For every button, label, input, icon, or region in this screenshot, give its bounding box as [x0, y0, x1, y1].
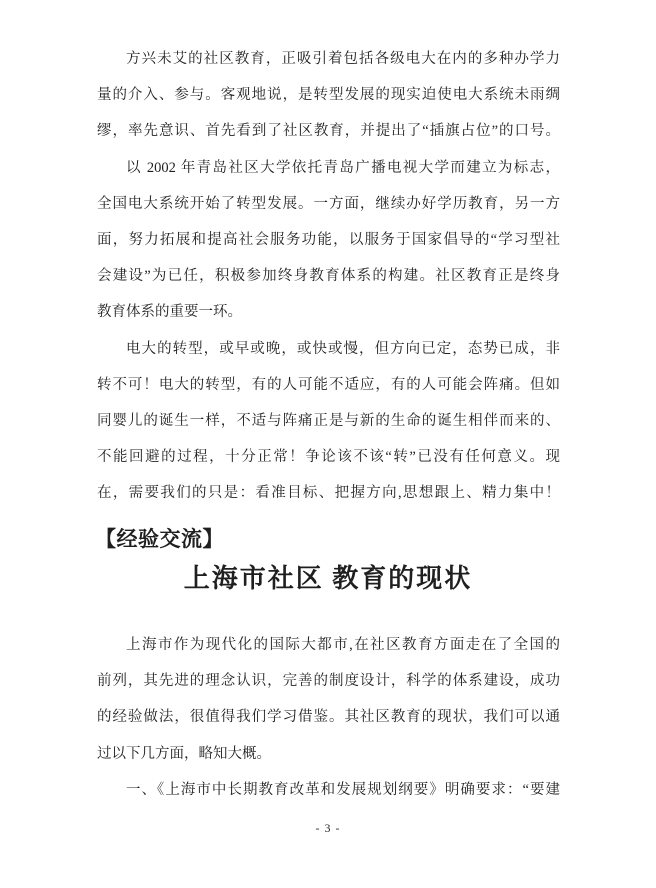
section-header: 【经验交流】: [95, 528, 224, 551]
text-line: 过以下几方面，略知大概。: [97, 745, 271, 762]
paragraph: [97, 150, 560, 331]
text-line: 教育体系的重要一环。: [97, 304, 242, 321]
text-line: 同婴儿的诞生一样，不适与阵痛正是与新的生命的诞生相伴而来的、: [97, 412, 560, 429]
paragraph: [97, 331, 560, 512]
text-line: 会建设”为已任，积极参加终身教育体系的构建。社区教育正是终身: [97, 268, 560, 285]
page-number: - 3 -: [315, 821, 341, 835]
paragraph: [97, 627, 560, 772]
text-line: 全国电大系统开始了转型发展。一方面，继续办好学历教育，另一方: [97, 195, 560, 212]
text-line: 量的介入、参与。客观地说，是转型发展的现实迫使电大系统未雨绸: [97, 87, 560, 104]
text-line: 以 2002 年青岛社区大学依托青岛广播电视大学而建立为标志，: [126, 159, 560, 176]
text-line: 转不可！电大的转型，有的人可能不适应，有的人可能会阵痛。但如: [97, 376, 560, 393]
text-line: 不能回避的过程，十分正常！争论该不该“转”已没有任何意义。现: [97, 449, 560, 466]
paragraph: [97, 772, 560, 808]
text-line: 缪，率先意识、首先看到了社区教育，并提出了“插旗占位”的口号。: [97, 123, 560, 140]
text-line: 前列，其先进的理念认识，完善的制度设计，科学的体系建设，成功: [97, 673, 560, 690]
text-line: 电大的转型，或早或晚，或快或慢，但方向已定，态势已成，非: [126, 340, 560, 357]
text-line: 上海市作为现代化的国际大都市,在社区教育方面走在了全国的: [126, 637, 560, 653]
text-line: 面，努力拓展和提高社会服务功能，以服务于国家倡导的“学习型社: [97, 231, 560, 248]
text-line: 一、《上海市中长期教育改革和发展规划纲要》明确要求：“要建: [126, 781, 560, 798]
article-title: 上海市社区 教育的现状: [183, 564, 473, 593]
body-paragraphs: [97, 627, 560, 808]
intro-paragraphs: [97, 41, 560, 511]
text-line: 在，需要我们的只是：看准目标、把握方向,思想跟上、精力集中！: [97, 485, 560, 502]
text-line: 方兴未艾的社区教育，正吸引着包括各级电大在内的多种办学力: [126, 51, 560, 67]
text-line: 的经验做法，很值得我们学习借鉴。其社区教育的现状，我们可以通: [97, 709, 560, 726]
paragraph: [97, 41, 560, 150]
